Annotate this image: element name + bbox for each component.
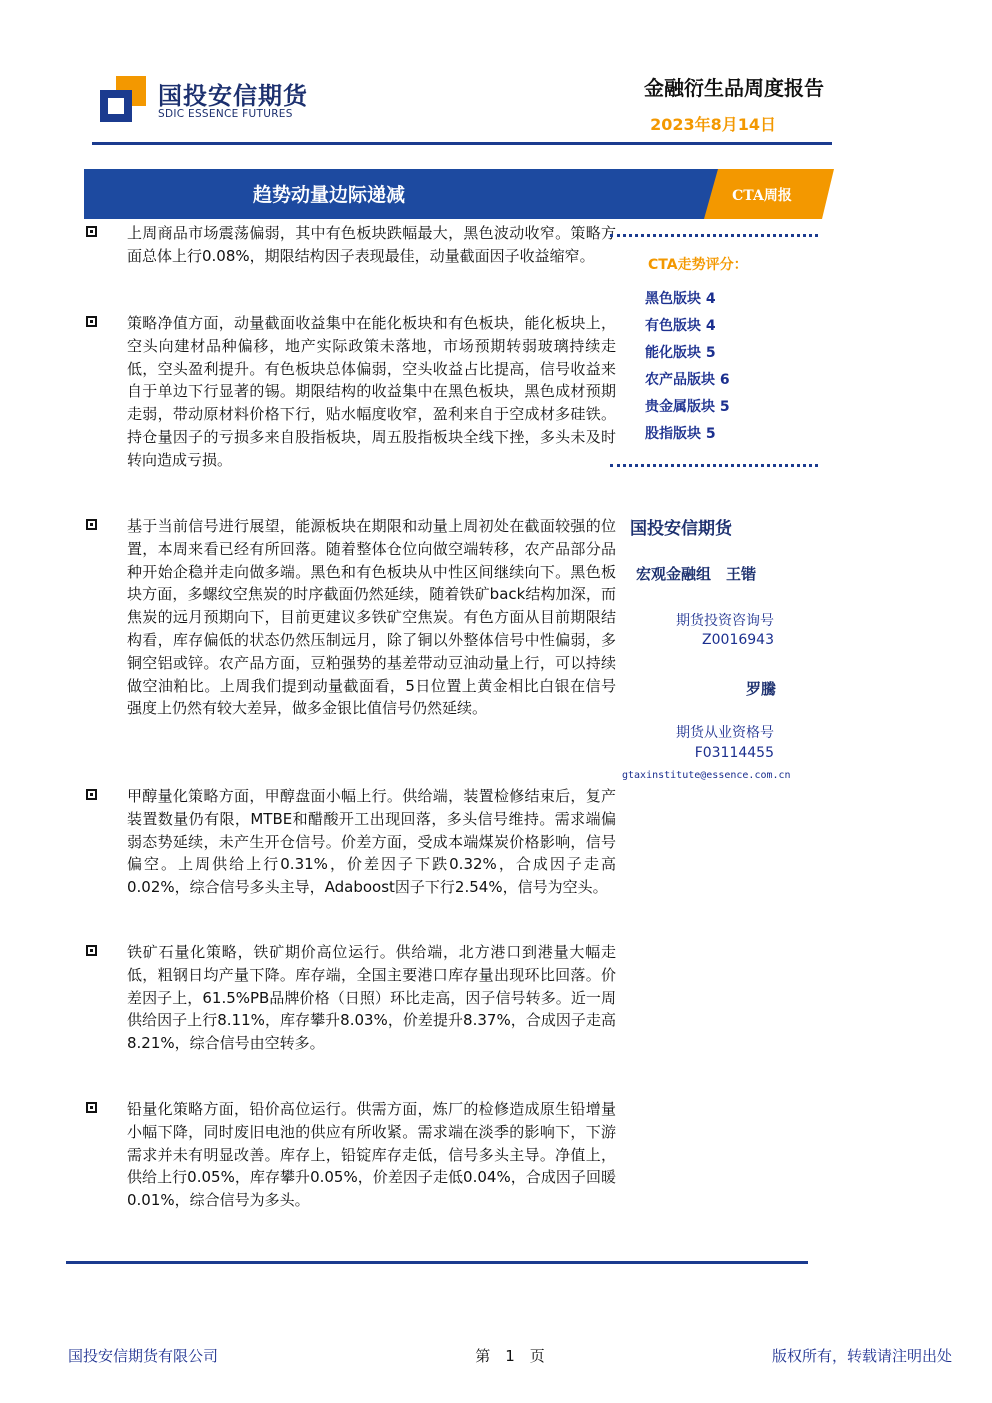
score-item [645, 423, 716, 443]
score-value: 4 [705, 318, 716, 334]
score-label: 有色版块 [645, 318, 701, 334]
contact-email[interactable]: gtaxinstitute@essence.com.cn [622, 770, 791, 781]
score-value: 5 [705, 426, 716, 442]
logo-english-name: SDIC ESSENCE FUTURES [158, 108, 293, 120]
paragraph-text: 铅量化策略方面，铅价高位运行。供需方面，炼厂的检修造成原生铅增量小幅下降，同时废旧电池的供应有所收紧。需求端在淡季的影响下，下游需求并未有明显改善。库存上，铅锭库存走低，信号多头主导。净值上，供给上行0.05%，库存攀升0.05%，价差因子走低0.04%，合成因子回暖0.01%，综合信号为多头。 [127, 1100, 616, 1210]
bullet-paragraph [86, 312, 616, 472]
sidebar-company: 国投安信期货 [630, 519, 732, 539]
sidebar-group-author: 宏观金融组 王锴 [636, 565, 757, 583]
bullet-paragraph [86, 941, 616, 1055]
banner-tag-label: CTA周报 [732, 188, 792, 204]
score-item [645, 342, 716, 362]
score-item [645, 288, 716, 308]
author-name: 罗騰 [745, 680, 776, 698]
score-label: 黑色版块 [645, 291, 701, 307]
score-label: 股指版块 [645, 426, 701, 442]
square-bullet-icon [86, 945, 97, 956]
score-label: 贵金属版块 [645, 399, 715, 415]
cta-score-title: CTA走势评分： [648, 257, 748, 273]
bullet-paragraph [86, 785, 616, 899]
sidebar-dotted-divider [610, 234, 818, 237]
article-title: 趋势动量边际递减 [252, 184, 405, 206]
score-item [645, 315, 716, 335]
bullet-paragraph [86, 222, 616, 268]
square-bullet-icon [86, 226, 97, 237]
paragraph-text: 上周商品市场震荡偏弱，其中有色板块跌幅最大，黑色波动收窄。策略方面总体上行0.08%，期限结构因子表现最佳，动量截面因子收益缩窄。 [127, 224, 616, 265]
page-number: 第 1 页 [475, 1347, 545, 1365]
report-title: 金融衍生品周度报告 [644, 76, 824, 100]
square-bullet-icon [86, 519, 97, 530]
report-date: 2023年8月14日 [650, 115, 776, 134]
logo-chinese-name: 国投安信期货 [158, 82, 308, 110]
header-divider [92, 142, 832, 145]
paragraph-text: 甲醇量化策略方面，甲醇盘面小幅上行。供给端，装置检修结束后，复产装置数量仍有限，MTBE和醋酸开工出现回落，多头信号维持。需求端偏弱态势延续，未产生开仓信号。价差方面，受成本端煤炭价格影响，信号偏空。上周供给上行0.31%，价差因子下跌0.32%，合成因子走高0.02%，综合信号多头主导，Adaboost因子下行2.54%，信号为空头。 [127, 787, 616, 897]
consult-label: 期货投资咨询号 [676, 613, 774, 629]
score-value: 4 [705, 291, 716, 307]
square-bullet-icon [86, 1102, 97, 1113]
paragraph-text: 策略净值方面，动量截面收益集中在能化板块和有色板块，能化板块上，空头向建材品种偏移，地产实际政策未落地，市场预期转弱玻璃持续走低，空头盈利提升。有色板块总体偏弱，空头收益占比提高，信号收益来自于单边下行显著的锡。期限结构的收益集中在黑色板块，黑色成材预期走弱，带动原材料价格下行，贴水幅度收窄，盈利来自于空成材多硅铁。持仓量因子的亏损多来自股指板块，周五股指板块全线下挫，多头未及时转向造成亏损。 [127, 314, 616, 469]
footer-divider [66, 1261, 808, 1264]
footer-company: 国投安信期货有限公司 [68, 1347, 219, 1365]
score-item [645, 396, 730, 416]
square-bullet-icon [86, 789, 97, 800]
bullet-paragraph [86, 515, 616, 720]
footer-copyright: 版权所有，转载请注明出处 [771, 1347, 952, 1365]
sidebar-dotted-divider [610, 464, 818, 467]
consult-number: Z0016943 [702, 632, 774, 648]
score-label: 农产品版块 [645, 372, 715, 388]
score-value: 5 [719, 399, 730, 415]
paragraph-text: 铁矿石量化策略，铁矿期价高位运行。供给端，北方港口到港量大幅走低，粗钢日均产量下降。库存端，全国主要港口库存量出现环比回落。价差因子上，61.5%PB品牌价格（日照）环比走高，因子信号转多。近一周供给因子上行8.11%，库存攀升8.03%，价差提升8.37%，合成因子走高8.21%，综合信号由空转多。 [127, 943, 616, 1053]
bullet-paragraph [86, 1098, 616, 1212]
logo-mark-icon [100, 76, 146, 122]
score-label: 能化版块 [645, 345, 701, 361]
paragraph-text: 基于当前信号进行展望，能源板块在期限和动量上周初处在截面较强的位置，本周来看已经有所回落。随着整体仓位向做空端转移，农产品部分品种开始企稳并走向做多端。黑色和有色板块从中性区间继续向下。黑色板块方面，多螺纹空焦炭的时序截面仍然延续，随着铁矿back结构加深，而焦炭的远月预期向下，目前更建议多铁矿空焦炭。有色方面从目前期限结构看，库存偏低的状态仍然压制远月，除了铜以外整体信号中性偏弱，多铜空铝或锌。农产品方面，豆粕强势的基差带动豆油动量上行，可以持续做空油粕比。上周我们提到动量截面看，5日位置上黄金相比白银在信号强度上仍然有较大差异，做多金银比值信号仍然延续。 [127, 517, 616, 718]
score-value: 6 [719, 372, 730, 388]
qualification-label: 期货从业资格号 [676, 725, 774, 741]
score-value: 5 [705, 345, 716, 361]
square-bullet-icon [86, 316, 97, 327]
qualification-number: F03114455 [694, 745, 774, 761]
company-logo [100, 72, 310, 128]
score-item [645, 369, 730, 389]
